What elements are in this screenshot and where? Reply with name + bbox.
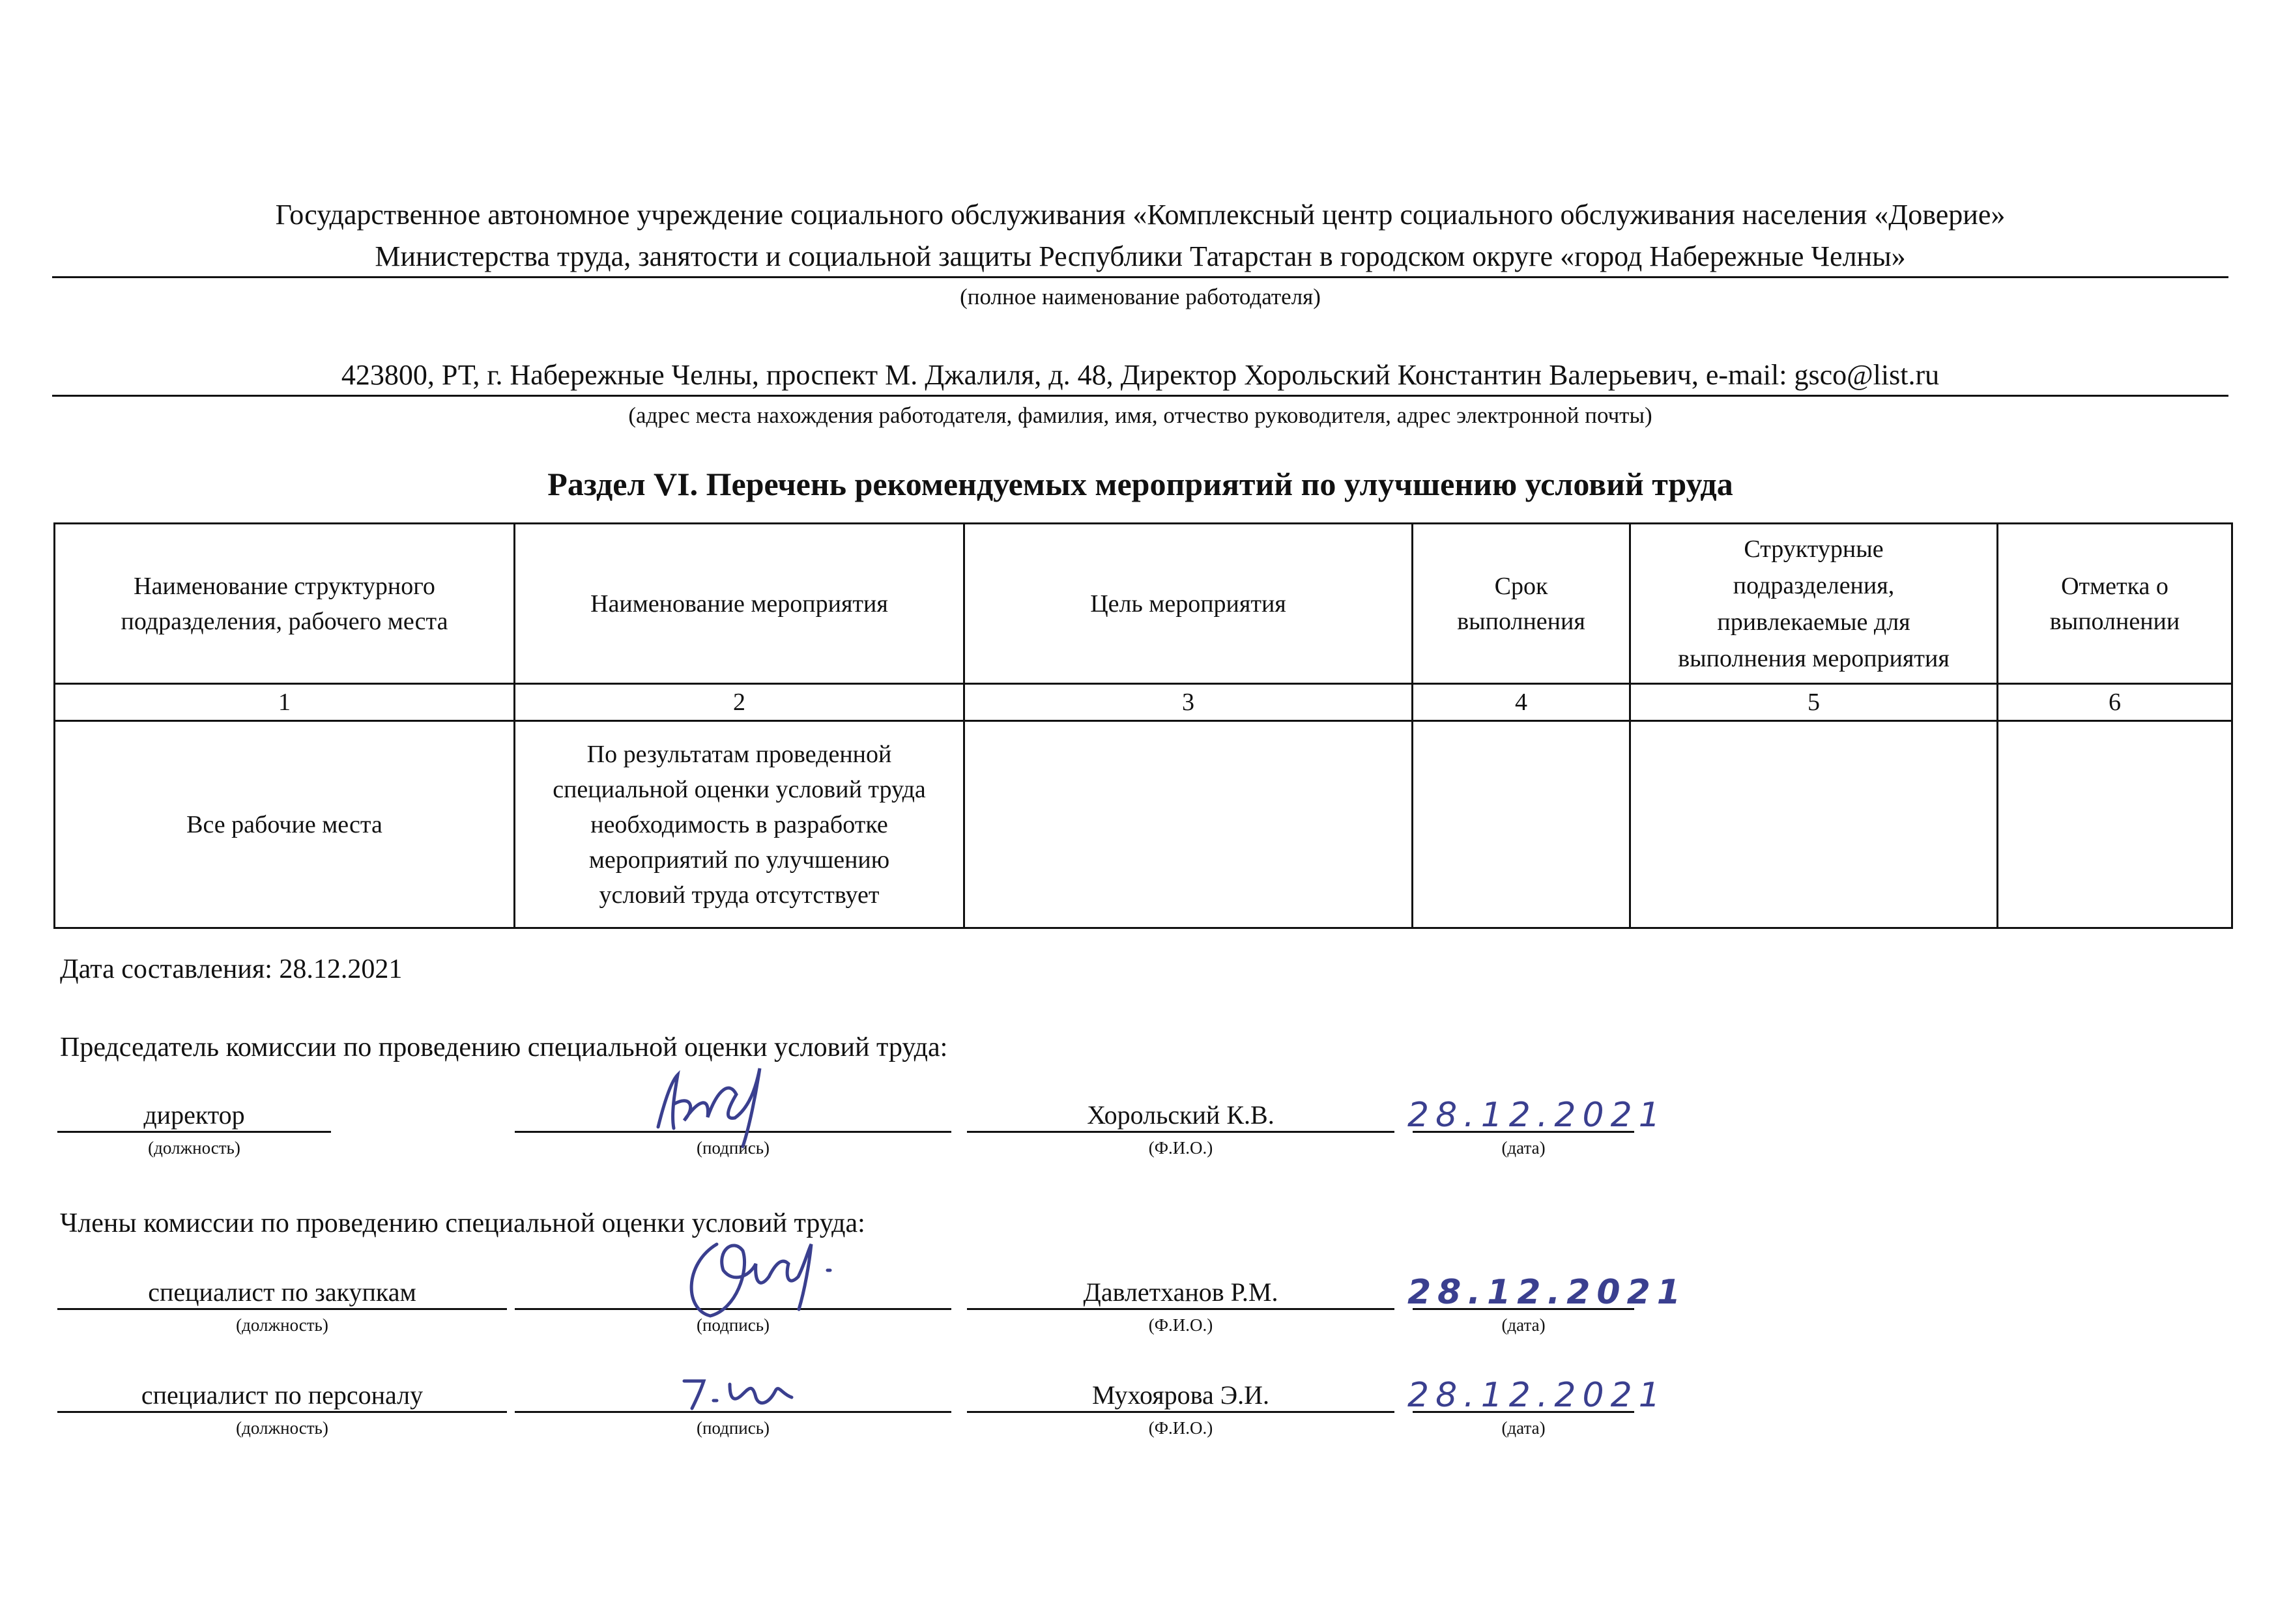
table-number-row (55, 684, 2232, 721)
members-heading: Члены комиссии по проведению специальной оценки условий труда: (60, 1208, 865, 1238)
member-2-position: специалист по персоналу (57, 1380, 507, 1413)
column-number: 5 (1630, 684, 1998, 721)
member-1-signature (671, 1225, 860, 1322)
header-cell: Отметка о выполнении (1998, 524, 2232, 684)
caption-position: (должность) (236, 1418, 328, 1438)
employer-name-caption: (полное наименование работодателя) (960, 284, 1321, 309)
caption-signature: (подпись) (696, 1138, 770, 1158)
member-2-date: 28.12.2021 (1407, 1376, 1667, 1415)
employer-address-rule (52, 395, 2228, 397)
member-1-date: 28.12.2021 (1407, 1273, 1687, 1312)
departments-cell (1630, 721, 1998, 928)
employer-address-caption: (адрес места нахождения работодателя, фамилия, имя, отчество руководителя, адрес электронной почты) (628, 403, 1652, 428)
header-cell: Цель мероприятия (964, 524, 1413, 684)
caption-date: (дата) (1501, 1138, 1546, 1158)
caption-position: (должность) (236, 1315, 328, 1335)
section-title: Раздел VI. Перечень рекомендуемых мероприятий по улучшению условий труда (547, 466, 1733, 502)
caption-date: (дата) (1501, 1418, 1546, 1438)
caption-position: (должность) (148, 1138, 240, 1158)
goal-cell (964, 721, 1413, 928)
column-number: 6 (1998, 684, 2232, 721)
member-1-name: Давлетханов Р.М. (967, 1277, 1394, 1310)
employer-name-line2: Министерства труда, занятости и социальной защиты Республики Татарстан в городском округе «город Набережные Челны» (375, 240, 1906, 272)
chairman-date: 28.12.2021 (1407, 1096, 1667, 1135)
column-number: 3 (964, 684, 1413, 721)
table-header-row (55, 524, 2232, 684)
member-2-name: Мухоярова Э.И. (967, 1380, 1394, 1413)
column-number: 1 (55, 684, 515, 721)
employer-address: 423800, РТ, г. Набережные Челны, проспект М. Джалиля, д. 48, Директор Хорольский Константин Валерьевич, e-mail: gsco@list.ru (341, 359, 1940, 391)
header-cell: Наименование структурного подразделения, рабочего места (55, 524, 515, 684)
date-compiled: Дата составления: 28.12.2021 (60, 954, 403, 984)
chairman-heading: Председатель комиссии по проведению специальной оценки условий труда: (60, 1033, 948, 1062)
employer-name-rule (52, 276, 2228, 278)
mark-cell (1998, 721, 2232, 928)
member-2-signature (678, 1368, 801, 1414)
column-number: 4 (1413, 684, 1630, 721)
chairman-name: Хорольский К.В. (967, 1100, 1394, 1133)
header-cell: Структурные подразделения, привлекаемые для выполнения мероприятия (1630, 524, 1998, 684)
member-1-position: специалист по закупкам (57, 1277, 507, 1310)
table-row (55, 721, 2232, 928)
caption-fio: (Ф.И.О.) (1148, 1315, 1213, 1335)
caption-fio: (Ф.И.О.) (1148, 1138, 1213, 1158)
measures-table (53, 522, 2233, 929)
measure-cell: По результатам проведенной специальной оценки условий труда необходимость в разработке мероприятий по улучшению условий труда отсутствует (515, 721, 964, 928)
header-cell: Наименование мероприятия (515, 524, 964, 684)
header-cell: Срок выполнения (1413, 524, 1630, 684)
caption-fio: (Ф.И.О.) (1148, 1418, 1213, 1438)
caption-signature: (подпись) (696, 1315, 770, 1335)
chairman-position: директор (57, 1100, 331, 1133)
caption-signature: (подпись) (696, 1418, 770, 1438)
employer-name-line1: Государственное автономное учреждение социального обслуживания «Комплексный центр социального обслуживания населения «Доверие» (275, 199, 2006, 231)
caption-date: (дата) (1501, 1315, 1546, 1335)
term-cell (1413, 721, 1630, 928)
workplace-cell: Все рабочие места (55, 721, 515, 928)
column-number: 2 (515, 684, 964, 721)
